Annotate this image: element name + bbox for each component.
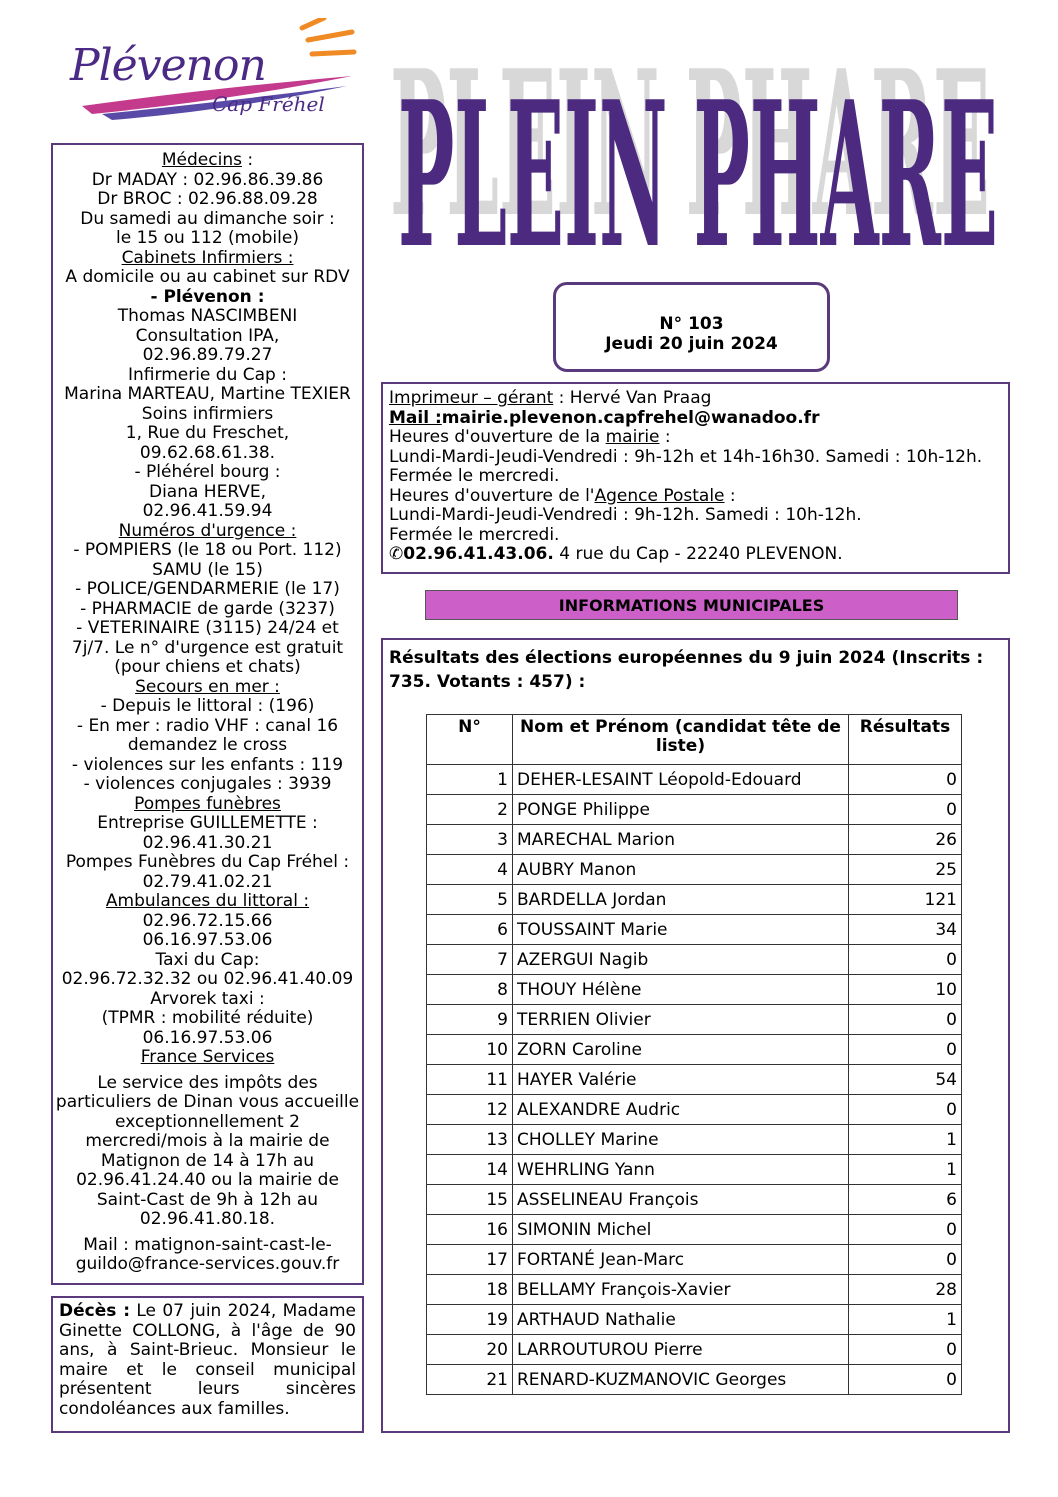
mairie-address: 4 rue du Cap - 22240 PLEVENON. xyxy=(553,544,843,564)
contact-line: - violences conjugales : 3939 xyxy=(83,774,332,794)
mairie-phone: 02.96.41.43.06. xyxy=(403,544,554,564)
ambulances-heading: Ambulances du littoral : xyxy=(105,891,310,911)
deces-text: Le 07 juin 2024, Madame Ginette COLLONG, à l'âge de 90 ans, à Saint-Brieuc. Monsieur le maire et le conseil municipal présentent leurs sincères condoléances aux familles. xyxy=(59,1301,356,1419)
medecins-heading: Médecins xyxy=(161,150,242,170)
row-candidate: BELLAMY François-Xavier xyxy=(513,1275,849,1305)
table-row xyxy=(427,1035,962,1065)
contact-line: 02.96.41.30.21 xyxy=(142,832,273,853)
row-result: 0 xyxy=(849,1215,962,1245)
medecins-colon: : xyxy=(241,150,254,170)
urgence-heading: Numéros d'urgence : xyxy=(118,520,297,541)
contact-line: - PHARMACIE de garde (3237) xyxy=(80,598,335,619)
contact-line: Taxi du Cap: xyxy=(155,949,260,970)
contact-line: - VETERINAIRE (3115) 24/24 et 7j/7. Le n° d'urgence est gratuit (pour chiens et chats) xyxy=(71,618,344,677)
row-number: 21 xyxy=(427,1365,513,1395)
table-row xyxy=(427,1275,962,1305)
contact-line: - En mer : radio VHF : canal 16 demandez le cross xyxy=(76,715,339,755)
table-row xyxy=(427,1065,962,1095)
row-number: 14 xyxy=(427,1155,513,1185)
row-number: 1 xyxy=(427,765,513,795)
contact-line: - Plévenon : xyxy=(150,286,265,307)
table-header-row xyxy=(427,715,962,765)
newsletter-title xyxy=(370,20,1010,270)
contact-line: Marina MARTEAU, Martine TEXIER xyxy=(64,384,351,404)
hours-poste-colon: : xyxy=(724,485,736,506)
logo xyxy=(62,18,362,128)
row-candidate: DEHER-LESAINT Léopold-Edouard xyxy=(513,765,849,795)
contact-line: Consultation IPA, xyxy=(135,325,280,346)
contact-line: Dr MADAY : 02.96.86.39.86 xyxy=(91,169,324,190)
row-candidate: HAYER Valérie xyxy=(513,1065,849,1095)
row-candidate: SIMONIN Michel xyxy=(513,1215,849,1245)
row-candidate: MARECHAL Marion xyxy=(513,825,849,855)
hours-mairie-colon: : xyxy=(659,427,671,447)
row-candidate: ZORN Caroline xyxy=(513,1035,849,1065)
hours-poste-prefix: Heures d'ouverture de l' xyxy=(389,485,595,506)
issue-box xyxy=(553,282,830,372)
issue-date: Jeudi 20 juin 2024 xyxy=(605,334,778,354)
table-row xyxy=(427,885,962,915)
contact-line: Du samedi au dimanche soir : xyxy=(80,208,335,229)
contact-line: Entreprise GUILLEMETTE : xyxy=(97,813,318,833)
mail-address[interactable]: mairie.plevenon.capfrehel@wanadoo.fr xyxy=(441,407,820,428)
hours-poste-closed: Fermée le mercredi. xyxy=(389,524,560,545)
france-services-heading: France Services xyxy=(140,1047,275,1067)
logo-name: Plévenon xyxy=(70,40,266,91)
contact-line: - POLICE/GENDARMERIE (le 17) xyxy=(75,579,340,599)
contact-line: 06.16.97.53.06 xyxy=(142,930,273,950)
row-result: 10 xyxy=(849,975,962,1005)
row-result: 34 xyxy=(849,915,962,945)
deces-label: Décès : xyxy=(59,1301,131,1321)
contact-line: 02.96.41.59.94 xyxy=(142,501,273,521)
table-row xyxy=(427,1005,962,1035)
table-row xyxy=(427,1305,962,1335)
contact-line: - Pléhérel bourg : xyxy=(134,462,281,482)
cabinets-heading: Cabinets Infirmiers : xyxy=(121,247,294,268)
row-number: 11 xyxy=(427,1065,513,1095)
row-result: 1 xyxy=(849,1305,962,1335)
contact-line: Diana HERVE, xyxy=(148,481,266,502)
logo-subtitle: Cap Fréhel xyxy=(212,92,325,116)
row-candidate: AUBRY Manon xyxy=(513,855,849,885)
row-result: 0 xyxy=(849,1095,962,1125)
row-candidate: ALEXANDRE Audric xyxy=(513,1095,849,1125)
row-candidate: WEHRLING Yann xyxy=(513,1155,849,1185)
contact-line: Dr BROC : 02.96.88.09.28 xyxy=(97,189,318,209)
row-number: 13 xyxy=(427,1125,513,1155)
row-number: 16 xyxy=(427,1215,513,1245)
row-candidate: ARTHAUD Nathalie xyxy=(513,1305,849,1335)
pompes-heading: Pompes funèbres xyxy=(134,793,281,814)
table-row xyxy=(427,915,962,945)
row-candidate: CHOLLEY Marine xyxy=(513,1125,849,1155)
title-shadow: PLEIN PHARE xyxy=(390,27,990,262)
deces-notice xyxy=(51,1296,364,1433)
table-row xyxy=(427,1095,962,1125)
hours-mairie-days: Lundi-Mardi-Jeudi-Vendredi : 9h-12h et 14h-16h30. Samedi : 10h-12h. xyxy=(389,446,983,467)
table-row xyxy=(427,1335,962,1365)
contact-line: 02.79.41.02.21 xyxy=(142,871,273,892)
table-row xyxy=(427,765,962,795)
contact-line: 1, Rue du Freschet, xyxy=(125,423,290,443)
secours-heading: Secours en mer : xyxy=(135,676,280,697)
contact-line: Soins infirmiers xyxy=(141,403,274,424)
contact-line: - POMPIERS (le 18 ou Port. 112) xyxy=(73,540,342,560)
hours-poste-days: Lundi-Mardi-Jeudi-Vendredi : 9h-12h. Samedi : 10h-12h. xyxy=(389,505,862,525)
row-number: 7 xyxy=(427,945,513,975)
row-result: 0 xyxy=(849,765,962,795)
row-result: 54 xyxy=(849,1065,962,1095)
row-number: 3 xyxy=(427,825,513,855)
row-result: 0 xyxy=(849,795,962,825)
table-row xyxy=(427,795,962,825)
row-candidate: RENARD-KUZMANOVIC Georges xyxy=(513,1365,849,1395)
contact-line: Infirmerie du Cap : xyxy=(128,364,287,385)
contact-line: - violences sur les enfants : 119 xyxy=(71,754,344,775)
table-row xyxy=(427,945,962,975)
contact-line: Arvorek taxi : xyxy=(150,988,265,1009)
row-result: 121 xyxy=(849,885,962,915)
row-result: 28 xyxy=(849,1275,962,1305)
mail-label: Mail : xyxy=(389,407,442,428)
issue-number: N° 103 xyxy=(659,314,724,334)
mairie-link: mairie xyxy=(605,427,660,447)
row-candidate: FORTANÉ Jean-Marc xyxy=(513,1245,849,1275)
row-number: 19 xyxy=(427,1305,513,1335)
contact-line: (TPMR : mobilité réduite) xyxy=(101,1008,314,1028)
row-candidate: PONGE Philippe xyxy=(513,795,849,825)
header-number: N° xyxy=(427,715,513,765)
row-candidate: TOUSSAINT Marie xyxy=(513,915,849,945)
contact-line: Thomas NASCIMBENI xyxy=(117,306,298,326)
agence-postale-link: Agence Postale xyxy=(594,485,725,506)
france-services-mail: Mail : matignon-saint-cast-le-guildo@france-services.gouv.fr xyxy=(75,1234,340,1274)
row-result: 0 xyxy=(849,1245,962,1275)
contact-line: 02.96.89.79.27 xyxy=(142,345,273,365)
results-heading: Résultats des élections européennes du 9 juin 2024 (Inscrits : 735. Votants : 457) : xyxy=(389,648,984,692)
row-number: 2 xyxy=(427,795,513,825)
table-row xyxy=(427,825,962,855)
row-number: 17 xyxy=(427,1245,513,1275)
row-number: 6 xyxy=(427,915,513,945)
france-services-text: Le service des impôts des particuliers de Dinan vous accueille exceptionnellement 2 mercredi/mois à la mairie de Matignon de 14 à 17h au 02.96.41.24.40 ou la mairie de Saint-Cast de 9h à 12h au 02.96.41.80.18. xyxy=(55,1072,360,1229)
table-row xyxy=(427,855,962,885)
row-candidate: AZERGUI Nagib xyxy=(513,945,849,975)
phone-icon: ✆ xyxy=(389,544,404,564)
mairie-info xyxy=(381,382,1010,574)
row-result: 0 xyxy=(849,1335,962,1365)
contacts-panel xyxy=(51,143,364,1285)
contact-line: le 15 ou 112 (mobile) xyxy=(116,228,299,248)
imprimeur-value: : Hervé Van Praag xyxy=(553,388,712,408)
table-row xyxy=(427,1185,962,1215)
banner-label: INFORMATIONS MUNICIPALES xyxy=(558,596,825,615)
row-result: 25 xyxy=(849,855,962,885)
contact-line: SAMU (le 15) xyxy=(152,559,263,580)
contact-line: - Depuis le littoral : (196) xyxy=(100,696,315,716)
row-result: 0 xyxy=(849,1005,962,1035)
row-number: 18 xyxy=(427,1275,513,1305)
header-results: Résultats xyxy=(849,715,962,765)
row-number: 4 xyxy=(427,855,513,885)
table-row xyxy=(427,975,962,1005)
title-text: PLEIN PHARE xyxy=(398,58,998,270)
imprimeur-label: Imprimeur – gérant xyxy=(389,388,554,408)
contact-line: Pompes Funèbres du Cap Fréhel : xyxy=(65,852,350,872)
row-number: 8 xyxy=(427,975,513,1005)
hours-mairie-closed: Fermée le mercredi. xyxy=(389,466,560,486)
row-candidate: LARROUTUROU Pierre xyxy=(513,1335,849,1365)
row-number: 10 xyxy=(427,1035,513,1065)
row-result: 1 xyxy=(849,1125,962,1155)
table-row xyxy=(427,1155,962,1185)
contact-line: 06.16.97.53.06 xyxy=(142,1027,273,1048)
table-row xyxy=(427,1245,962,1275)
row-number: 5 xyxy=(427,885,513,915)
hours-mairie-prefix: Heures d'ouverture de la xyxy=(389,427,606,447)
row-result: 6 xyxy=(849,1185,962,1215)
row-result: 0 xyxy=(849,945,962,975)
row-candidate: ASSELINEAU François xyxy=(513,1185,849,1215)
table-row xyxy=(427,1215,962,1245)
row-result: 0 xyxy=(849,1365,962,1395)
row-number: 15 xyxy=(427,1185,513,1215)
contact-line: A domicile ou au cabinet sur RDV xyxy=(65,267,350,287)
results-table xyxy=(426,714,962,1395)
row-candidate: TERRIEN Olivier xyxy=(513,1005,849,1035)
header-candidate: Nom et Prénom (candidat tête de liste) xyxy=(513,715,849,765)
row-result: 1 xyxy=(849,1155,962,1185)
contact-line: 09.62.68.61.38. xyxy=(139,442,276,463)
row-result: 0 xyxy=(849,1035,962,1065)
row-number: 20 xyxy=(427,1335,513,1365)
row-candidate: THOUY Hélène xyxy=(513,975,849,1005)
section-banner xyxy=(425,588,958,622)
row-number: 9 xyxy=(427,1005,513,1035)
row-number: 12 xyxy=(427,1095,513,1125)
table-row xyxy=(427,1125,962,1155)
contact-line: 02.96.72.32.32 ou 02.96.41.40.09 xyxy=(61,969,354,989)
table-row xyxy=(427,1365,962,1395)
contact-line: 02.96.72.15.66 xyxy=(142,910,273,931)
row-candidate: BARDELLA Jordan xyxy=(513,885,849,915)
row-result: 26 xyxy=(849,825,962,855)
election-results xyxy=(381,638,1010,1433)
